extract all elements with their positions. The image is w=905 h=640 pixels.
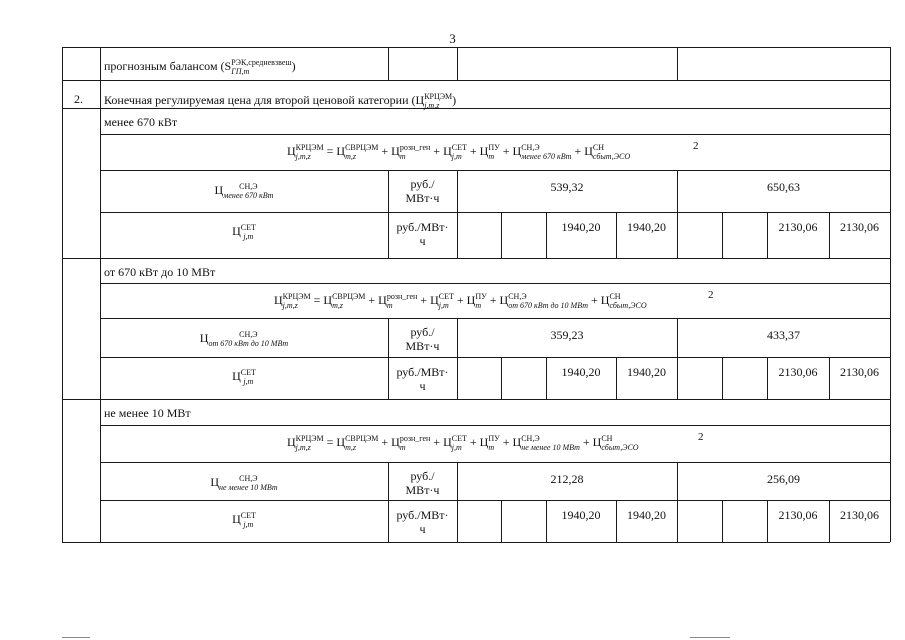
- table-rule-h: [62, 399, 890, 400]
- grid-symbol: Ц СЕТ j,m: [232, 511, 256, 529]
- page-number: 3: [449, 31, 456, 46]
- grid-value: 1940,20: [627, 508, 666, 522]
- table-rule-v: [457, 212, 458, 258]
- table-rule-h: [100, 500, 890, 501]
- sn-value-1: 359,23: [550, 328, 584, 342]
- unit-label-grid: руб./МВт· ч: [396, 365, 449, 393]
- table-rule-h: [62, 47, 890, 48]
- table-rule-h: [100, 462, 890, 463]
- table-rule-v: [501, 500, 502, 542]
- footnote-mark: 2: [693, 140, 699, 152]
- sn-value-2: 650,63: [767, 180, 800, 194]
- grid-value: 1940,20: [561, 220, 601, 234]
- table-rule-v: [501, 212, 502, 258]
- sn-symbol: Ц СН,Э менее 670 кВт: [214, 182, 274, 200]
- grid-value: 2130,06: [778, 220, 818, 234]
- footnote-mark: 2: [698, 431, 704, 443]
- table-rule-v: [677, 47, 678, 80]
- block-label: не менее 10 МВт: [104, 406, 191, 420]
- table-rule-v: [677, 212, 678, 258]
- grid-value: 2130,06: [778, 508, 818, 522]
- footer-rule-left: [62, 637, 90, 638]
- price-formula: Ц КРЦЭМ j,m,z = Ц СВРЦЭМ m,z + Ц розн_ген m + Ц СЕТ j,m + Ц ПУ m + Ц СН,Э от 670 кВт до 10 МВт + Ц СН сбыт,ЭСО: [274, 292, 647, 310]
- sn-value-1: 212,28: [550, 472, 584, 486]
- table-rule-v: [457, 357, 458, 399]
- price-formula: Ц КРЦЭМ j,m,z = Ц СВРЦЭМ m,z + Ц розн_ген m + Ц СЕТ j,m + Ц ПУ m + Ц СН,Э не менее 10 МВт + Ц СН сбыт,ЭСО: [287, 434, 639, 452]
- footer-rule-right: [690, 637, 730, 638]
- grid-value: 1940,20: [627, 365, 666, 379]
- block-label: менее 670 кВт: [104, 115, 178, 129]
- table-rule-h: [100, 134, 890, 135]
- table-rule-h: [100, 425, 890, 426]
- grid-value: 1940,20: [627, 220, 666, 234]
- table-rule-h: [100, 357, 890, 358]
- table-rule-v: [722, 357, 723, 399]
- table-rule-v: [457, 47, 458, 80]
- table-rule-v: [890, 357, 891, 399]
- unit-label-grid: руб./МВт· ч: [396, 220, 449, 248]
- grid-value: 2130,06: [778, 365, 818, 379]
- grid-value: 2130,06: [840, 365, 879, 379]
- price-formula: Ц КРЦЭМ j,m,z = Ц СВРЦЭМ m,z + Ц розн_ген m + Ц СЕТ j,m + Ц ПУ m + Ц СН,Э менее 670 кВт + Ц СН сбыт,ЭСО: [287, 143, 631, 161]
- table-rule-v: [829, 212, 830, 258]
- table-rule-v: [100, 47, 101, 542]
- sn-value-2: 433,37: [767, 328, 800, 342]
- sn-symbol: Ц СН,Э не менее 10 МВт: [210, 474, 278, 492]
- table-rule-h: [100, 212, 890, 213]
- sn-symbol: Ц СН,Э от 670 кВт до 10 МВт: [199, 330, 289, 348]
- grid-value: 1940,20: [561, 508, 601, 522]
- sn-value-1: 539,32: [550, 180, 584, 194]
- table-rule-v: [890, 500, 891, 542]
- table-rule-h: [62, 258, 890, 259]
- unit-label: руб./ МВт·ч: [405, 469, 440, 497]
- table-rule-v: [546, 212, 547, 258]
- grid-value: 2130,06: [840, 220, 879, 234]
- table-rule-h: [100, 283, 890, 284]
- section-number: 2.: [74, 92, 83, 106]
- unit-label-grid: руб./МВт· ч: [396, 508, 449, 536]
- table-rule-v: [388, 47, 389, 80]
- table-rule-v: [457, 500, 458, 542]
- table-rule-v: [890, 47, 891, 542]
- table-rule-h: [62, 542, 890, 543]
- grid-symbol: Ц СЕТ j,m: [232, 368, 256, 386]
- table-rule-h: [62, 80, 890, 81]
- unit-label: руб./ МВт·ч: [405, 325, 440, 353]
- table-rule-v: [616, 212, 617, 258]
- table-rule-h: [100, 170, 890, 171]
- unit-label: руб./ МВт·ч: [405, 177, 440, 205]
- table-rule-v: [890, 212, 891, 258]
- table-rule-v: [677, 500, 678, 542]
- grid-value: 2130,06: [840, 508, 879, 522]
- block-label: от 670 кВт до 10 МВт: [104, 265, 216, 279]
- grid-symbol: Ц СЕТ j,m: [232, 223, 256, 241]
- sn-value-2: 256,09: [767, 472, 800, 486]
- table-rule-v: [767, 212, 768, 258]
- table-rule-v: [501, 357, 502, 399]
- section-title: Конечная регулируемая цена для второй ценовой категории (Ц КРЦЭМ j,m,z ): [104, 92, 457, 110]
- grid-value: 1940,20: [561, 365, 601, 379]
- table-rule-v: [62, 47, 63, 542]
- table-rule-h: [100, 318, 890, 319]
- table-rule-v: [677, 357, 678, 399]
- footnote-mark: 2: [708, 289, 714, 301]
- table-rule-v: [722, 500, 723, 542]
- table-rule-v: [722, 212, 723, 258]
- top-row-text: прогнозным балансом (S РЭК,средневзвеш ГП,m ): [104, 58, 296, 76]
